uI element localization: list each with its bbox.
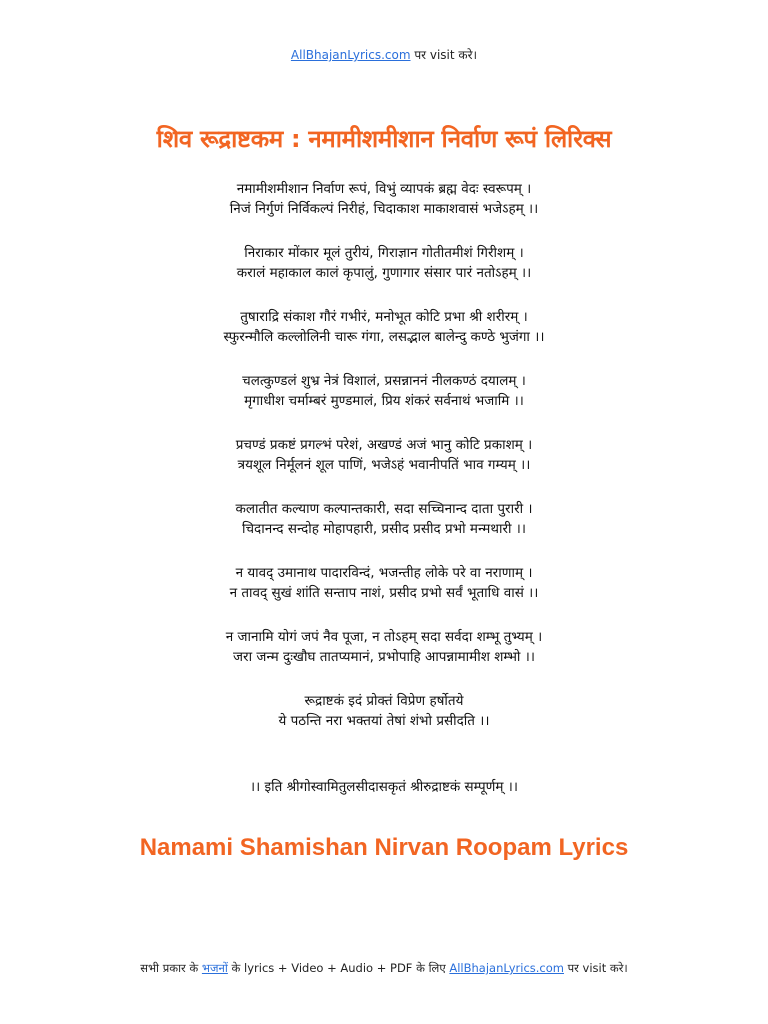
footer-suffix: पर visit करे। — [563, 961, 628, 975]
verse-line: मृगाधीश चर्माम्बरं मुण्डमालं, प्रिय शंकरं सर्वनाथं भजामि ।। — [244, 393, 524, 409]
stanza-9 — [0, 691, 768, 731]
footer-line — [0, 961, 768, 976]
stanza-7 — [0, 563, 768, 603]
verse-line: न जानामि योगं जपं नैव पूजा, न तोऽहम् सदा सर्वदा शम्भू तुभ्यम् । — [225, 629, 543, 645]
footer-site-link[interactable]: AllBhajanLyrics.com — [449, 961, 564, 975]
verse-line: न यावद् उमानाथ पादारविन्दं, भजन्तीह लोके परे वा नराणाम् । — [235, 565, 533, 581]
stanza-2 — [0, 243, 768, 283]
verse-line: न तावद् सुखं शांति सन्ताप नाशं, प्रसीद प्रभो सर्वं भूताधि वासं ।। — [229, 585, 539, 601]
page-title-hindi: शिव रूद्राष्टकम : नमामीशमीशान निर्वाण रूपं लिरिक्स — [156, 125, 612, 153]
footer-prefix: सभी प्रकार के — [140, 961, 202, 975]
verse-line: निजं निर्गुणं निर्विकल्पं निरीहं, चिदाकाश माकाशवासं भजेऽहम् ।। — [229, 201, 539, 217]
header-visit-line — [0, 46, 768, 63]
verse-line: कलातीत कल्याण कल्पान्तकारी, सदा सच्चिनान्द दाता पुरारी । — [235, 501, 533, 517]
verse-line: जरा जन्म दुःखौघ तातप्यमानं, प्रभोपाहि आपन्नामामीश शम्भो ।। — [233, 649, 535, 665]
stanza-8 — [0, 627, 768, 667]
verse-line: त्रयशूल निर्मूलनं शूल पाणिं, भजेऽहं भवानीपतिं भाव गम्यम् ।। — [237, 457, 531, 473]
stanza-3 — [0, 307, 768, 347]
header-visit-text: पर visit करे। — [410, 48, 478, 62]
closing-line: ।। इति श्रीगोस्वामितुलसीदासकृतं श्रीरुद्राष्टकं सम्पूर्णम् ।। — [249, 779, 519, 795]
stanza-6 — [0, 499, 768, 539]
header-site-link[interactable]: AllBhajanLyrics.com — [290, 48, 411, 62]
verse-line: करालं महाकाल कालं कृपालुं, गुणागार संसार पारं नतोऽहम् ।। — [236, 265, 532, 281]
footer-middle: के lyrics + Video + Audio + PDF के लिए — [227, 961, 450, 975]
stanza-1 — [0, 179, 768, 219]
stanza-5 — [0, 435, 768, 475]
verse-line: प्रचण्डं प्रकष्टं प्रगल्भं परेशं, अखण्डं अजं भानु कोटि प्रकाशम् । — [235, 437, 533, 453]
page-title-english: Namami Shamishan Nirvan Roopam Lyrics — [139, 834, 629, 861]
verse-line: चलत्कुण्डलं शुभ्र नेत्रं विशालं, प्रसन्नाननं नीलकण्ठं दयालम् । — [242, 373, 526, 389]
verse-line: चिदानन्द सन्दोह मोहापहारी, प्रसीद प्रसीद प्रभो मन्मथारी ।। — [241, 521, 527, 537]
verse-line: नमामीशमीशान निर्वाण रूपं, विभुं व्यापकं ब्रह्म वेदः स्वरूपम् । — [236, 181, 532, 197]
lyrics-body — [0, 179, 768, 755]
stanza-4 — [0, 371, 768, 411]
verse-line: स्फुरन्मौलि कल्लोलिनी चारू गंगा, लसद्भाल बालेन्दु कण्ठे भुजंगा ।। — [223, 329, 545, 345]
footer-bhajan-link[interactable]: भजनों — [201, 961, 228, 975]
verse-line: तुषाराद्रि संकाश गौरं गभीरं, मनोभूत कोटि प्रभा श्री शरीरम् । — [240, 309, 528, 325]
verse-line: निराकार मोंकार मूलं तुरीयं, गिराज्ञान गोतीतमीशं गिरीशम् । — [244, 245, 524, 261]
verse-line: ये पठन्ति नरा भक्तयां तेषां शंभो प्रसीदति ।। — [278, 713, 490, 729]
verse-line: रूद्राष्टकं इदं प्रोक्तं विप्रेण हर्षोतये — [304, 693, 464, 709]
